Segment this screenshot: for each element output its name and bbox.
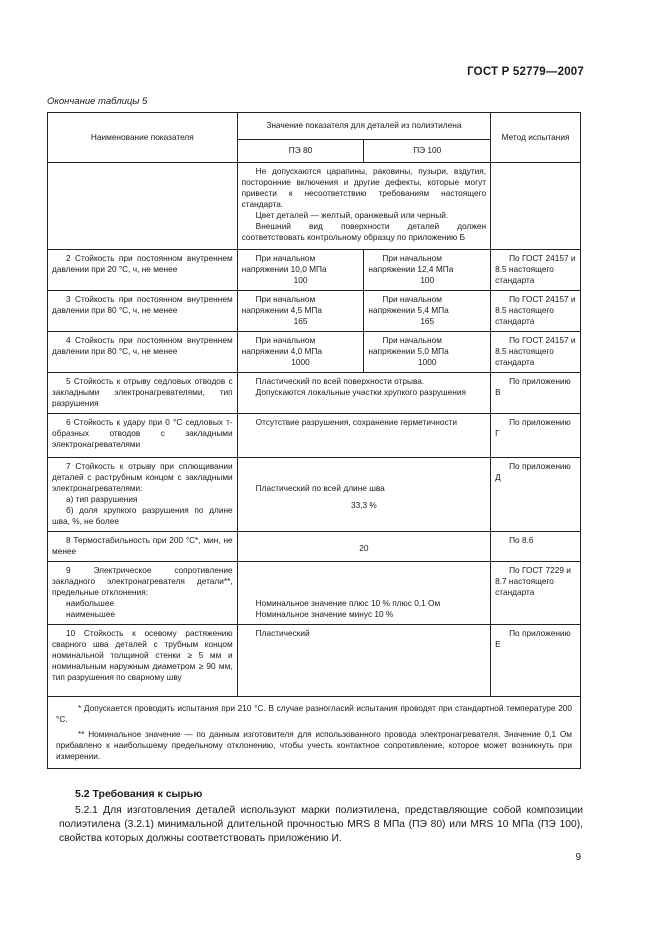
row3-pe80-value: 165	[293, 316, 308, 326]
section-title: 5.2 Требования к сырью	[75, 788, 203, 800]
page-number: 9	[575, 852, 581, 863]
row8-value-cell	[237, 532, 490, 562]
header-value: Значение показателя для деталей из полиэтилена	[237, 113, 490, 140]
requirements-table	[47, 112, 581, 769]
row1-line: Внешний вид поверхности деталей должен соответствовать контрольному образцу по приложению Б	[241, 221, 487, 242]
row4-pe100-text: При начальном напряжении 5,0 МПа	[368, 335, 449, 356]
row5-name: 5 Стойкость к отрыву седловых отводов с закладными электронагревателями, тип разрушения	[48, 373, 238, 414]
table-row	[48, 625, 581, 697]
row5-value-line: Пластический по всей поверхности отрыва.	[255, 376, 425, 386]
row3-pe80-text: При начальном напряжении 4,5 МПа	[241, 294, 323, 315]
row6-name: 6 Стойкость к удару при 0 °С седловых т-образных отводов с закладными электронагревателями	[48, 414, 238, 458]
row5-value-line: Допускаются локальные участки хрупкого разрушения	[255, 387, 467, 397]
row1-value	[237, 163, 490, 250]
row9-name-min: наименьшее	[66, 609, 115, 619]
table-row	[48, 332, 581, 373]
header-name: Наименование показателя	[48, 113, 238, 163]
table-row	[48, 250, 581, 291]
header-pe80: ПЭ 80	[237, 140, 364, 163]
row9-value	[237, 562, 490, 625]
row8-method: По 8.6	[491, 532, 581, 562]
row1-line: Не допускаются царапины, раковины, пузыри, вздутия, посторонние включения и другие дефекты, которые могут привести к несоответствию требованиям настоящего стандарта.	[241, 166, 487, 209]
row10-name: 10 Стойкость к осевому растяжению сварного шва деталей с трубным концом номинальной толщиной стенки ≥ 5 мм и номинальным наружным диаметром ≥ 90 мм, тип разрушения по сварному шву	[48, 625, 238, 697]
row3-name: 3 Стойкость при постоянном внутреннем давлении при 80 °С, ч, не менее	[48, 291, 238, 332]
footnote-1: * Допускается проводить испытания при 210 °С. В случае разногласий испытания проводят при стандартной температуре 200 °С.	[56, 703, 572, 724]
row4-method: По ГОСТ 24157 и 8.5 настоящего стандарта	[491, 332, 581, 373]
row7-name-main: 7 Стойкость к отрыву при сплющивании деталей с раструбным концом с закладными электронагревателями:	[52, 461, 233, 493]
row8-name: 8 Термостабильность при 200 °С*, мин, не менее	[48, 532, 238, 562]
row6-value: Отсутствие разрушения, сохранение герметичности	[237, 414, 490, 458]
row7-value	[237, 458, 490, 532]
row9-name-main: 9 Электрическое сопротивление закладного электронагревателя детали**, предельные отклонения:	[52, 565, 233, 597]
row5-method: По приложению В	[491, 373, 581, 414]
row5-value	[237, 373, 490, 414]
row2-pe100-text: При начальном напряжении 12,4 МПа	[368, 253, 454, 274]
row4-pe100	[364, 332, 491, 373]
row2-pe80-value: 100	[293, 275, 308, 285]
table-row	[48, 532, 581, 562]
row4-name: 4 Стойкость при постоянном внутреннем давлении при 80 °С, ч, не менее	[48, 332, 238, 373]
row4-pe100-value: 1000	[418, 357, 437, 367]
row2-method: По ГОСТ 24157 и 8.5 настоящего стандарта	[491, 250, 581, 291]
table-row	[48, 291, 581, 332]
row3-pe100	[364, 291, 491, 332]
header-method: Метод испытания	[491, 113, 581, 163]
row7-name	[48, 458, 238, 532]
row9-value-min: Номинальное значение минус 10 %	[255, 609, 394, 619]
row4-pe80	[237, 332, 364, 373]
row7-value-b: 33,3 %	[350, 500, 377, 510]
row3-pe100-value: 165	[420, 316, 435, 326]
table-row	[48, 562, 581, 625]
footnote-2: ** Номинальное значение — по данным изготовителя для использованного провода электронагревателя. Значение 0,1 Ом прибавлено к наибольшему предельному отклонению, чтобы учесть контактное сопротивление, которое может возникнуть при измерении.	[56, 729, 572, 761]
row10-value: Пластический	[237, 625, 490, 697]
row8-value: 20	[359, 543, 369, 553]
table-row	[48, 163, 581, 250]
row3-pe100-text: При начальном напряжении 5,4 МПа	[368, 294, 449, 315]
table-footnotes	[48, 697, 581, 769]
row6-method: По приложению Г	[491, 414, 581, 458]
table-row	[48, 373, 581, 414]
row1-method	[491, 163, 581, 250]
table-caption: Окончание таблицы 5	[47, 96, 148, 107]
row2-pe80	[237, 250, 364, 291]
row1-line: Цвет деталей — желтый, оранжевый или черный.	[255, 210, 449, 220]
row9-value-max: Номинальное значение плюс 10 % плюс 0,1 Ом	[255, 598, 441, 608]
row1-name	[48, 163, 238, 250]
table-row	[48, 458, 581, 532]
row7-name-a: а) тип разрушения	[66, 494, 138, 504]
row2-pe100	[364, 250, 491, 291]
row2-name: 2 Стойкость при постоянном внутреннем давлении при 20 °С, ч, не менее	[48, 250, 238, 291]
row9-name-max: наибольшее	[66, 598, 115, 608]
table-row	[48, 414, 581, 458]
row2-pe80-text: При начальном напряжении 10,0 МПа	[241, 253, 327, 274]
section-paragraph: 5.2.1 Для изготовления деталей используют марки полиэтилена, представляющие собой композиции полиэтилена (3.2.1) минимальной длительной прочностью MRS 8 МПа (ПЭ 80) или MRS 10 МПа (ПЭ 100), свойства которых должны соответствовать приложению И.	[59, 805, 583, 844]
row10-method: По приложению Е	[491, 625, 581, 697]
header-pe100: ПЭ 100	[364, 140, 491, 163]
row7-name-b: б) доля хрупкого разрушения по длине шва, %, не более	[52, 505, 233, 526]
row3-pe80	[237, 291, 364, 332]
row7-value-a: Пластический по всей длине шва	[255, 483, 385, 493]
row9-name	[48, 562, 238, 625]
row4-pe80-text: При начальном напряжении 4,0 МПа	[241, 335, 323, 356]
document-header: ГОСТ Р 52779—2007	[467, 66, 584, 78]
row4-pe80-value: 1000	[291, 357, 310, 367]
row7-method: По приложению Д	[491, 458, 581, 532]
row9-method: По ГОСТ 7229 и 8.7 настоящего стандарта	[491, 562, 581, 625]
row3-method: По ГОСТ 24157 и 8.5 настоящего стандарта	[491, 291, 581, 332]
row2-pe100-value: 100	[420, 275, 435, 285]
